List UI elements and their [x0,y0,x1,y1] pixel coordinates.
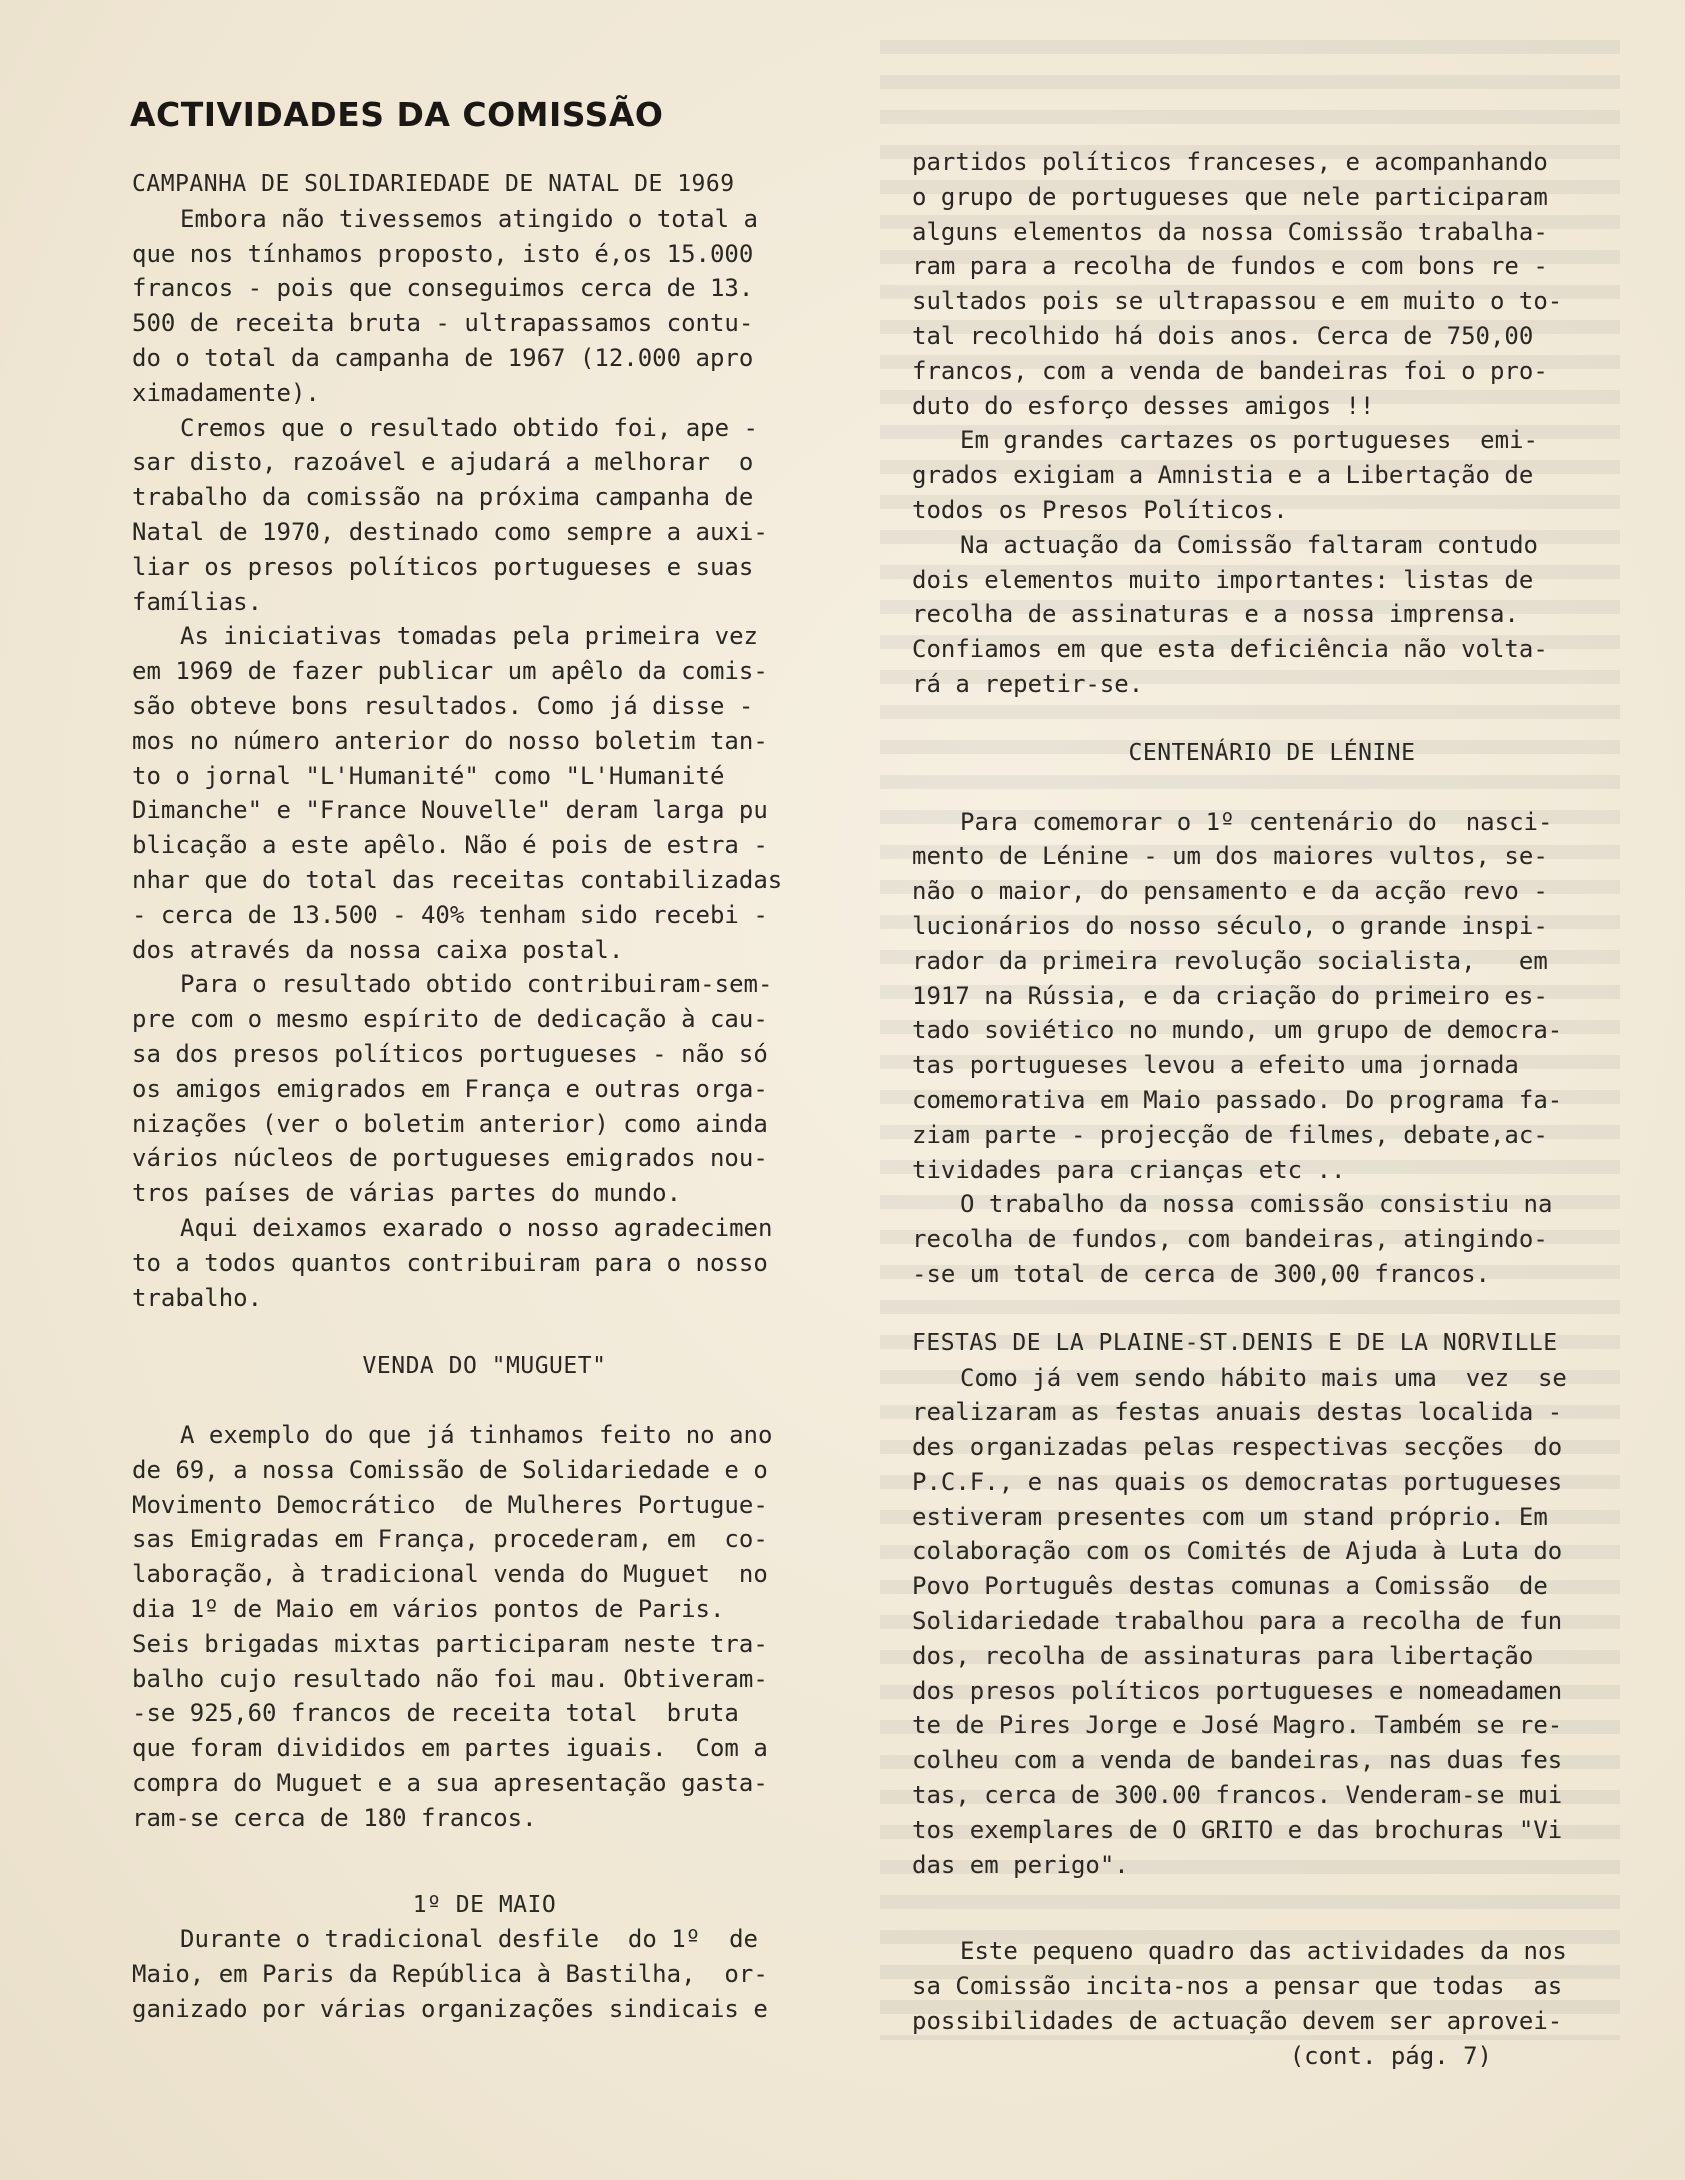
text-line: não o maior, do pensamento e da acção revo - [912,877,1548,906]
text-line: tividades para crianças etc .. [912,1155,1346,1184]
text-line: sa dos presos políticos portugueses - não só [132,1039,768,1068]
text-line: ram para a recolha de fundos e com bons re - [912,252,1548,281]
text-line: to a todos quantos contribuiram para o nosso [132,1248,768,1277]
text-line: - cerca de 13.500 - 40% tenham sido recebi - [132,900,768,929]
text-line: te de Pires Jorge e José Magro. Também se re- [912,1711,1563,1740]
right-text-column [912,145,1632,2074]
text-line: Movimento Democrático de Mulheres Portugue- [132,1490,768,1519]
text-line: dia 1º de Maio em vários pontos de Paris. [132,1595,725,1624]
text-line: trabalho da comissão na próxima campanha de [132,483,754,512]
text-line: Aqui deixamos exarado o nosso agradecimen [180,1213,773,1242]
text-line: pre com o mesmo espírito de dedicação à cau- [132,1005,768,1034]
text-line: Em grandes cartazes os portugueses emi- [960,426,1538,455]
section-heading: CAMPANHA DE SOLIDARIEDADE DE NATAL DE 1969 [132,171,735,197]
text-line: O trabalho da nossa comissão consistiu na [960,1190,1553,1219]
text-line: nizações (ver o boletim anterior) como ainda [132,1109,768,1138]
text-line: Confiamos em que esta deficiência não volta- [912,635,1548,664]
text-line: Cremos que o resultado obtido foi, ape - [180,413,758,442]
left-text-column [132,167,837,2027]
text-line: mos no número anterior do nosso boletim tan- [132,726,768,755]
text-line: de 69, a nossa Comissão de Solidariedade e o [132,1455,768,1484]
text-line: nhar que do total das receitas contabilizadas [132,865,783,894]
paragraph-spacer [132,1836,837,1888]
paragraph-spacer [912,1292,1632,1326]
text-line: Como já vem sendo hábito mais uma vez se [960,1363,1567,1392]
text-line: ram-se cerca de 180 francos. [132,1803,537,1832]
text-line: estiveram presentes com um stand próprio. Em [912,1502,1548,1531]
text-line: famílias. [132,587,263,616]
text-line: Solidariedade trabalhou para a recolha de fun [912,1607,1563,1636]
text-line: Durante o tradicional desfile do 1º de [180,1925,758,1954]
section-heading: 1º DE MAIO [412,1891,557,1918]
text-line: os amigos emigrados em França e outras orga- [132,1074,768,1103]
text-line: laboração, à tradicional venda do Muguet no [132,1560,768,1589]
text-line: Para o resultado obtido contribuiram-sem- [180,970,773,999]
text-line: des organizadas pelas respectivas secções do [912,1433,1563,1462]
text-line: Para comemorar o 1º centenário do nasci- [960,807,1553,836]
text-line: sar disto, razoável e ajudará a melhorar o [132,448,754,477]
text-line: P.C.F., e nas quais os democratas portugueses [912,1467,1563,1496]
text-line: tros países de várias partes do mundo. [132,1179,682,1208]
text-line: dois elementos muito importantes: listas de [912,565,1534,594]
text-line: dos através da nossa caixa postal. [132,935,624,964]
text-line: tos exemplares de O GRITO e das brochuras "Vi [912,1815,1563,1844]
text-line: rador da primeira revolução socialista, em [912,946,1548,975]
text-line: 1917 na Rússia, e da criação do primeiro es- [912,981,1548,1010]
text-line: blicação a este apêlo. Não é pois de estra - [132,831,768,860]
text-line: -se 925,60 francos de receita total bruta [132,1699,739,1728]
text-line: Seis brigadas mixtas participaram neste tra- [132,1629,768,1658]
text-line: das em perigo". [912,1850,1129,1879]
section-heading: FESTAS DE LA PLAINE-ST.DENIS E DE LA NORVILLE [912,1329,1558,1356]
text-line: colaboração com os Comités de Ajuda à Luta do [912,1537,1563,1566]
section-heading: CENTENÁRIO DE LÉNINE [1128,739,1416,766]
text-line: compra do Muguet e a sua apresentação gasta- [132,1769,768,1798]
text-line: dos, recolha de assinaturas para libertação [912,1641,1534,1670]
text-line: que nos tínhamos proposto, isto é,os 15.000 [132,239,754,268]
text-line: Este pequeno quadro das actividades da nos [960,1937,1567,1966]
paragraph-spacer [912,702,1632,736]
text-line: duto do esforço desses amigos !! [912,391,1375,420]
text-line: rá a repetir-se. [912,669,1144,698]
text-line: 500 de receita bruta - ultrapassamos contu- [132,309,754,338]
paragraph-spacer [912,771,1632,805]
text-line: sas Emigradas em França, procederam, em co- [132,1525,768,1554]
text-line: grados exigiam a Amnistia e a Libertação de [912,461,1534,490]
text-line: dos presos políticos portugueses e nomeadamen [912,1676,1563,1705]
text-line: possibilidades de actuação devem ser aprovei- [912,2007,1563,2036]
text-line: Dimanche" e "France Nouvelle" deram larga pu [132,796,768,825]
paragraph-spacer [132,1315,837,1349]
text-line: que foram divididos em partes iguais. Com a [132,1734,768,1763]
text-line: sultados pois se ultrapassou e em muito o to- [912,287,1563,316]
text-line: A exemplo do que já tinhamos feito no ano [180,1421,773,1450]
text-line: recolha de fundos, com bandeiras, atingindo- [912,1225,1548,1254]
page-title: ACTIVIDADES DA COMISSÃO [130,95,664,134]
text-line: mento de Lénine - um dos maiores vultos, se- [912,842,1548,871]
text-line: recolha de assinaturas e a nossa imprensa. [912,600,1519,629]
text-line: alguns elementos da nossa Comissão trabalha- [912,217,1548,246]
text-line: ganizado por várias organizações sindicais e [132,1995,768,2024]
text-line: do o total da campanha de 1967 (12.000 apro [132,343,754,372]
text-line: Embora não tivessemos atingido o total a [180,204,758,233]
text-line: tas portugueses levou a efeito uma jornada [912,1051,1519,1080]
text-line: partidos políticos franceses, e acompanhando [912,148,1548,176]
text-line: tal recolhido há dois anos. Cerca de 750,00 [912,321,1534,350]
continuation-note: (cont. pág. 7) [1289,2041,1492,2070]
text-line: tas, cerca de 300.00 francos. Venderam-se mui [912,1781,1563,1810]
text-line: ziam parte - projecção de filmes, debate,ac- [912,1120,1548,1149]
text-line: realizaram as festas anuais destas localida - [912,1398,1563,1427]
text-line: em 1969 de fazer publicar um apêlo da comis- [132,657,768,686]
text-line: Povo Português destas comunas a Comissão de [912,1572,1548,1601]
text-line: comemorativa em Maio passado. Do programa fa- [912,1085,1563,1114]
text-line: o grupo de portugueses que nele participaram [912,182,1548,211]
text-line: ximadamente). [132,378,320,407]
text-line: balho cujo resultado não foi mau. Obtiveram- [132,1664,768,1693]
text-line: lucionários do nosso século, o grande inspi- [912,911,1548,940]
text-line: As iniciativas tomadas pela primeira vez [180,622,758,651]
text-line: to o jornal "L'Humanité" como "L'Humanité [132,761,725,790]
text-line: francos, com a venda de bandeiras foi o pro- [912,356,1548,385]
paragraph-spacer [912,1882,1632,1934]
text-line: são obteve bons resultados. Como já disse - [132,691,754,720]
text-line: todos os Presos Políticos. [912,495,1288,524]
text-line: sa Comissão incita-nos a pensar que todas as [912,1972,1563,2001]
text-line: liar os presos políticos portugueses e suas [132,552,754,581]
text-line: vários núcleos de portugueses emigrados nou- [132,1144,768,1173]
text-line: -se um total de cerca de 300,00 francos. [912,1259,1490,1288]
text-line: francos - pois que conseguimos cerca de 13. [132,274,754,303]
text-line: colheu com a venda de bandeiras, nas duas fes [912,1746,1563,1775]
text-line: tado soviético no mundo, um grupo de democra- [912,1016,1563,1045]
text-line: Natal de 1970, destinado como sempre a auxi- [132,517,768,546]
paragraph-spacer [132,1384,837,1418]
text-line: Na actuação da Comissão faltaram contudo [960,530,1538,559]
section-heading: VENDA DO "MUGUET" [362,1353,607,1380]
text-line: trabalho. [132,1283,263,1312]
text-line: Maio, em Paris da República à Bastilha, or- [132,1960,768,1989]
